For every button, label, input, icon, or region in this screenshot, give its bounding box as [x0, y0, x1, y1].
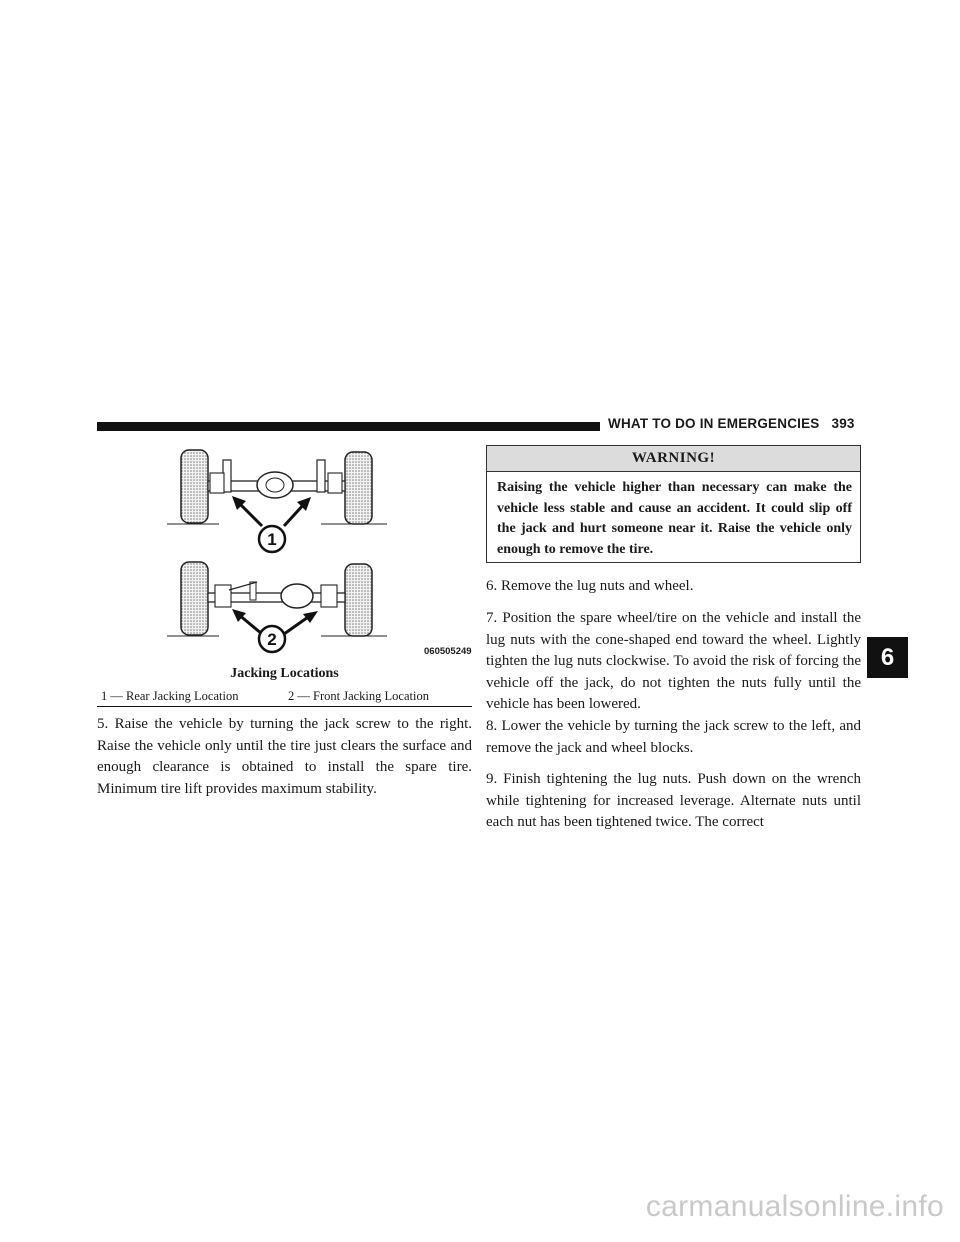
step-5-paragraph: 5. Raise the vehicle by turning the jack screw to the right. Raise the vehicle only until the tire just clears the surface and enough clearance is obtained to install the spare tire. Minimum tire lift provides maximum stability.: [97, 716, 472, 797]
watermark: carmanualsonline.info: [645, 1190, 944, 1223]
callout-1: [232, 496, 311, 552]
callout-2-label: 2: [267, 630, 277, 649]
jacking-locations-figure: [97, 440, 472, 658]
page-number: 393: [831, 416, 855, 431]
header-bar: [97, 422, 600, 431]
rear-axle-illustration: [167, 450, 387, 524]
callout-1-label: 1: [267, 530, 277, 549]
front-axle-illustration: [167, 562, 387, 636]
warning-text: Raising the vehicle higher than necessary can make the vehicle less stable and cause an accident. It could slip off the jack and hurt someone near it. Raise the vehicle only enough to remove the tire.: [497, 480, 852, 557]
step-8-paragraph: 8. Lower the vehicle by turning the jack screw to the left, and remove the jack and wheel blocks.: [486, 718, 861, 756]
running-header: [608, 416, 868, 431]
step-9-paragraph: 9. Finish tightening the lug nuts. Push down on the wrench while tightening for increased leverage. Alternate nuts until each nut has been tightened twice. The correct: [486, 771, 861, 830]
section-title: WHAT TO DO IN EMERGENCIES: [608, 416, 820, 431]
legend-item-rear: 1 — Rear Jacking Location: [101, 689, 239, 703]
warning-box: [486, 445, 861, 563]
callout-2: [232, 609, 318, 652]
legend-item-front: 2 — Front Jacking Location: [288, 689, 429, 703]
chapter-tab: 6: [867, 637, 908, 678]
step-6-paragraph: 6. Remove the lug nuts and wheel.: [486, 578, 694, 594]
warning-title: WARNING!: [487, 446, 860, 472]
figure-code: 060505249: [424, 646, 472, 657]
figure-caption: Jacking Locations: [230, 666, 339, 681]
figure-legend: [97, 689, 472, 707]
step-7-paragraph: 7. Position the spare wheel/tire on the vehicle and install the lug nuts with the cone-shaped end toward the wheel. Lightly tighten the lug nuts clockwise. To avoid the risk of forcing the vehicle off the jack, do not tighten the nuts fully until the vehicle has been lowered.: [486, 610, 861, 712]
